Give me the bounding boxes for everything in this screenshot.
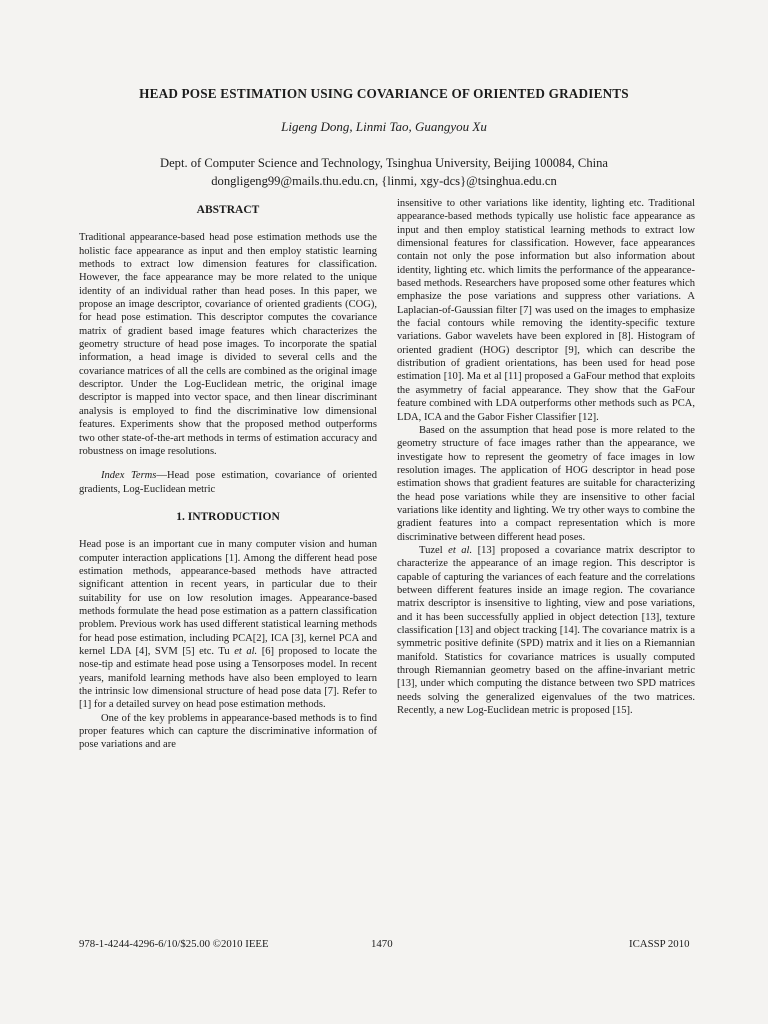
footer-isbn: 978-1-4244-4296-6/10/$25.00 ©2010 IEEE	[79, 938, 269, 950]
index-terms	[79, 469, 377, 496]
introduction-heading: 1. INTRODUCTION	[176, 510, 280, 523]
email-line: dongligeng99@mails.thu.edu.cn, {linmi, xgy-dcs}@tsinghua.edu.cn	[211, 174, 557, 188]
index-terms-label: Index Terms	[101, 470, 157, 482]
affiliation-line: Dept. of Computer Science and Technology, Tsinghua University, Beijing 100084, China	[159, 156, 609, 170]
abstract-heading: ABSTRACT	[196, 204, 260, 216]
index-terms-dash: —	[156, 470, 167, 482]
paper-title: HEAD POSE ESTIMATION USING COVARIANCE OF ORIENTED GRADIENTS	[139, 86, 629, 101]
intro-paragraph-2: One of the key problems in appearance-based methods is to find proper features which can capture the discriminative information of pose variations and are	[79, 712, 377, 751]
intro-paragraph-2-continued: insensitive to other variations like identity, lighting etc. Traditional appearance-based methods typically use holistic face appearance as input and then employ statistical learning methods to extract low dimensional features for classification. However, face appearances contain not only the pose information but also information about identity, lighting etc. which limits the performance of the appearance-based methods. Researchers have proposed some other features which emphasize the pose variations and suppress other variations. A Laplacian-of-Gaussian filter [7] was used on the images to emphasize the facial contours while removing the identity-specific texture variations. Gabor wavelets have been explored in [8]. Histogram of oriented gradient (HOG) descriptor [9], which can describe the distribution of gradient orientations, has been used for head pose estimation [10]. Ma et al [11] proposed a GaFour method that exploits the asymmetry of facial appearance. They show that the GaFour feature combined with LDA outperforms other methods such as PCA, LDA, ICA and the Gabor Fisher Classifier [12].	[397, 198, 695, 423]
right-column	[397, 197, 695, 717]
paper-affiliation	[0, 154, 768, 190]
footer-venue: ICASSP 2010	[629, 938, 690, 950]
intro-paragraph-1: Head pose is an important cue in many computer vision and human computer interaction applications [1]. Among the different head pose estimation methods, appearance-based methods have attracted significant attention in recent years, in particular due to their suitability for use on low resolution images. Appearance-based methods formulate the head pose estimation as a pattern classification problem. Previous work has used different statistical learning methods for head pose estimation, including PCA[2], ICA [3], kernel PCA and kernel LDA [4], SVM [5] etc. Tu et al. [6] proposed to locate the nose-tip and estimate head pose using a Tensorposes model. In recent years, manifold learning methods have also been employed to learn the intrinsic low dimensional structure of head pose data [7]. Refer to [1] for a detailed survey on head pose estimation methods.	[79, 539, 377, 711]
left-column	[79, 200, 377, 752]
intro-paragraph-3: Based on the assumption that head pose is more related to the geometry structure of face images rather than the appearance, we investigate how to represent the geometry of face images in low resolution images. The application of HOG descriptor in head pose estimation shows that gradient features are suitable for characterizing the head pose variations while they are insensitive to other facial variations like identity and lighting. We try other ways to combine the gradient features into a compact representation which is more discriminative between different head poses.	[397, 424, 695, 543]
intro-paragraph-4: Tuzel et al. [13] proposed a covariance matrix descriptor to characterize the appearance of an image region. This descriptor is capable of capturing the variances of each feature and the correlations between different features inside an image region. The covariance matrix descriptor is insensitive to lighting, view and pose variations, and it has been successfully applied in object detection [13], texture classification [13] and object tracking [14]. The covariance matrix is a symmetric positive definite (SPD) matrix and it lies on a Riemannian manifold. Statistics for covariance matrices is usually computed through Riemannian geometry based on the affine-invariant metric [13], under which computing the distance between two SPD matrices needs solving the generalized eigenvalues of the two matrices. Recently, a new Log-Euclidean metric is proposed [15].	[397, 544, 696, 717]
index-terms-text: Head pose estimation, covariance of oriented gradients, Log-Euclidean metric	[79, 470, 377, 495]
paper-authors: Ligeng Dong, Linmi Tao, Guangyou Xu	[281, 119, 487, 134]
footer-page-number: 1470	[371, 938, 393, 950]
abstract-body: Traditional appearance-based head pose estimation methods use the holistic face appearance as input and then employ statistic learning methods to extract low dimension features for classification. However, the face appearance may be more related to the unique identity of an individual rather than head poses. In this paper, we propose an image descriptor, covariance of oriented gradients (COG), for head pose estimation. This descriptor computes the covariance matrix of gradient based image features which characterizes the geometry structure of head pose images. To incorporate the spatial information, a head image is divided to several cells and the covariance matrices of all the cells are combined as the original image descriptor. Under the Log-Euclidean metric, the original image descriptor is mapped into vector space, and then linear discriminant analysis is employed to find the discriminative low dimensional features. Experiments show that the proposed method outperforms two other state-of-the-art methods in terms of estimation accuracy and robustness on image resolutions.	[79, 232, 377, 457]
